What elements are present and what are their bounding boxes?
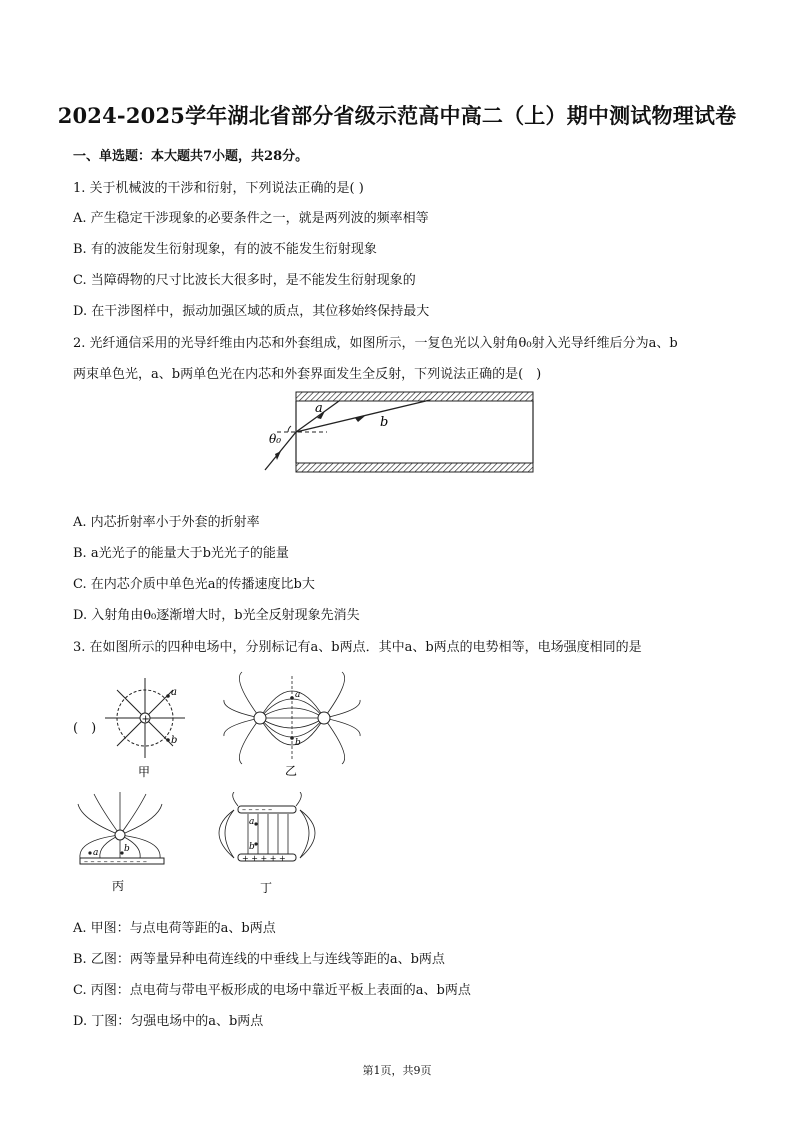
q1-option-c: C. 当障碍物的尺寸比波长大很多时，是不能发生衍射现象的 [73, 273, 416, 288]
fiber-cladding-top [296, 392, 533, 401]
field-figure-jia [105, 672, 185, 780]
ding-label-b: b [249, 842, 255, 852]
optical-fiber-figure [255, 388, 540, 478]
caption-yi: 乙 [285, 764, 298, 778]
q3-answer-paren: ( ) [73, 721, 97, 736]
caption-bing: 丙 [112, 879, 125, 893]
q1-option-d: D. 在干涉图样中，振动加强区域的质点，其位移始终保持最大 [73, 304, 430, 319]
svg-text:+ + + + +: + + + + + [242, 854, 286, 863]
incident-ray-arrow [275, 451, 281, 460]
field-figure-bing [72, 790, 172, 898]
svg-text:– – – – –: – – – – – [242, 805, 273, 814]
yi-label-b: b [295, 738, 301, 748]
svg-text:– – – – – – – – – –: – – – – – – – – – – [84, 857, 147, 866]
q3-option-d: D. 丁图：匀强电场中的a、b两点 [73, 1014, 264, 1029]
q3-stem: 3. 在如图所示的四种电场中，分别标记有a、b两点．其中a、b两点的电势相等，电场强度相同的是 [73, 640, 642, 655]
label-b: b [380, 415, 389, 430]
q2-stem-line1: 2. 光纤通信采用的光导纤维由内芯和外套组成，如图所示，一复色光以入射角θ₀射入光导纤维后分为a、b [73, 336, 678, 351]
q1-option-b: B. 有的波能发生衍射现象，有的波不能发生衍射现象 [73, 242, 377, 257]
bing-label-b: b [124, 844, 130, 854]
ding-label-a: a [249, 817, 255, 827]
q2-option-d: D. 入射角由θ₀逐渐增大时，b光全反射现象先消失 [73, 608, 360, 623]
caption-jia: 甲 [138, 765, 151, 779]
caption-ding: 丁 [260, 881, 273, 895]
field-figure-yi [222, 670, 362, 780]
angle-arc [288, 426, 291, 432]
field-figure-ding [212, 792, 322, 900]
q2-option-a: A. 内芯折射率小于外套的折射率 [73, 515, 260, 530]
q1-stem: 1. 关于机械波的干涉和衍射，下列说法正确的是( ) [73, 181, 364, 196]
q3-option-b: B. 乙图：两等量异种电荷连线的中垂线上与连线等距的a、b两点 [73, 952, 445, 967]
page-title: 2024-2025学年湖北省部分省级示范高中高二（上）期中测试物理试卷 [57, 103, 737, 128]
bing-label-a: a [93, 848, 99, 858]
q1-option-a: A. 产生稳定干涉现象的必要条件之一，就是两列波的频率相等 [73, 211, 429, 226]
fiber-cladding-bottom [296, 463, 533, 472]
q2-option-c: C. 在内芯介质中单色光a的传播速度比b大 [73, 577, 315, 592]
q2-stem-line2: 两束单色光，a、b两单色光在内芯和外套界面发生全反射，下列说法正确的是( ) [73, 367, 542, 382]
jia-label-b: b [171, 735, 178, 746]
label-theta: θ₀ [269, 432, 282, 446]
label-a: a [315, 401, 323, 416]
jia-label-a: a [171, 687, 177, 698]
section-heading: 一、单选题：本大题共7小题，共28分。 [73, 149, 309, 164]
q3-option-c: C. 丙图：点电荷与带电平板形成的电场中靠近平板上表面的a、b两点 [73, 983, 471, 998]
page-number: 第1页，共9页 [362, 1064, 432, 1077]
yi-label-a: a [295, 690, 301, 700]
q3-option-a: A. 甲图：与点电荷等距的a、b两点 [73, 921, 276, 936]
q2-option-b: B. a光光子的能量大于b光光子的能量 [73, 546, 289, 561]
svg-text:+: + [141, 714, 150, 725]
